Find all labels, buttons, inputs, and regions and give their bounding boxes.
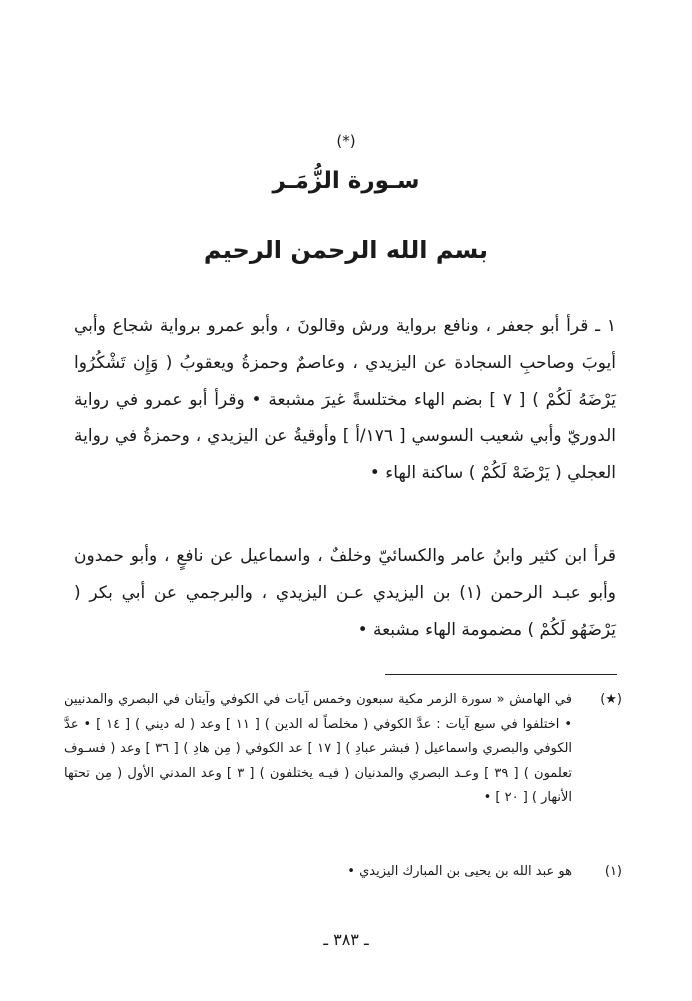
footnote-divider (385, 674, 617, 675)
footnote-star-text: في الهامش « سورة الزمر مكية سبعون وخمس آيات في الكوفي وآيتان في البصري والمدنيين • اختلفوا في سبع آيات : عدَّ الكوفي ( مخلصاً له الدين ) [ ١١ ] وعد ( له ديني ) [ ١٤ ] • عدَّ الكوفي والبصري واسماعيل ( فبشر عبادِ ) [ ١٧ ] عد الكوفي ( مِن هادِ ) [ ٣٦ ] وعد ( فسـوف تعلمون ) [ ٣٩ ] وعـد البصري والمدنيان ( فيـه يختلفون ) [ ٣ ] وعد المدني الأول ( مِن تحتها الأنهار ) [ ٢٠ ] • (64, 692, 573, 805)
footnote-1-mark: (١) (604, 864, 622, 879)
page-number: ـ ٣٨٣ ـ (323, 930, 369, 949)
footnote-star-mark: (★) (600, 692, 622, 707)
paragraph-1 (74, 308, 616, 492)
basmala: بسم الله الرحمن الرحيم (203, 236, 489, 264)
paragraph-1-text: ١ ـ قرأ أبو جعفر ، ونافع برواية ورش وقالونَ ، وأبو عمرو برواية شجاع وأبي أيوبَ وصاحبِ السجادة عن اليزيدي ، وعاصمٌ وحمزةُ ويعقوبُ ( وَإِن تَشْكُرُوا يَرْضَهُ لَكُمْ ) [ ٧ ] بضم الهاء مختلسةً غيرَ مشبعة • وقرأ أبو عمرو في رواية الدوريّ وأبي شعيب السوسي [ ١٧٦/أ ] وأوقيةُ عن اليزيدي ، وحمزةُ في رواية العجلي ( يَرْضَهْ لَكُمْ ) ساكنة الهاء • (74, 316, 617, 484)
surah-title: سـورة الزُّمَـر (272, 168, 420, 194)
paragraph-2-text: قرأ ابن كثير وابنُ عامر والكسائيّ وخلفٌ ، واسماعيل عن نافعٍ ، وأبو حمدون وأبو عبـد الرحمن (١) بن اليزيدي عـن اليزيدي ، والبرجمي عن أبي بكر ( يَرْضَهُو لَكُمْ ) مضمومة الهاء مشبعة • (74, 546, 616, 640)
footnote-marker-heading: (*) (336, 132, 356, 150)
paragraph-2 (74, 538, 616, 648)
footnote-star (64, 688, 622, 811)
footnote-1 (64, 860, 622, 885)
footnote-1-text: هو عبد الله بن يحيى بن المبارك اليزيدي • (347, 864, 572, 879)
